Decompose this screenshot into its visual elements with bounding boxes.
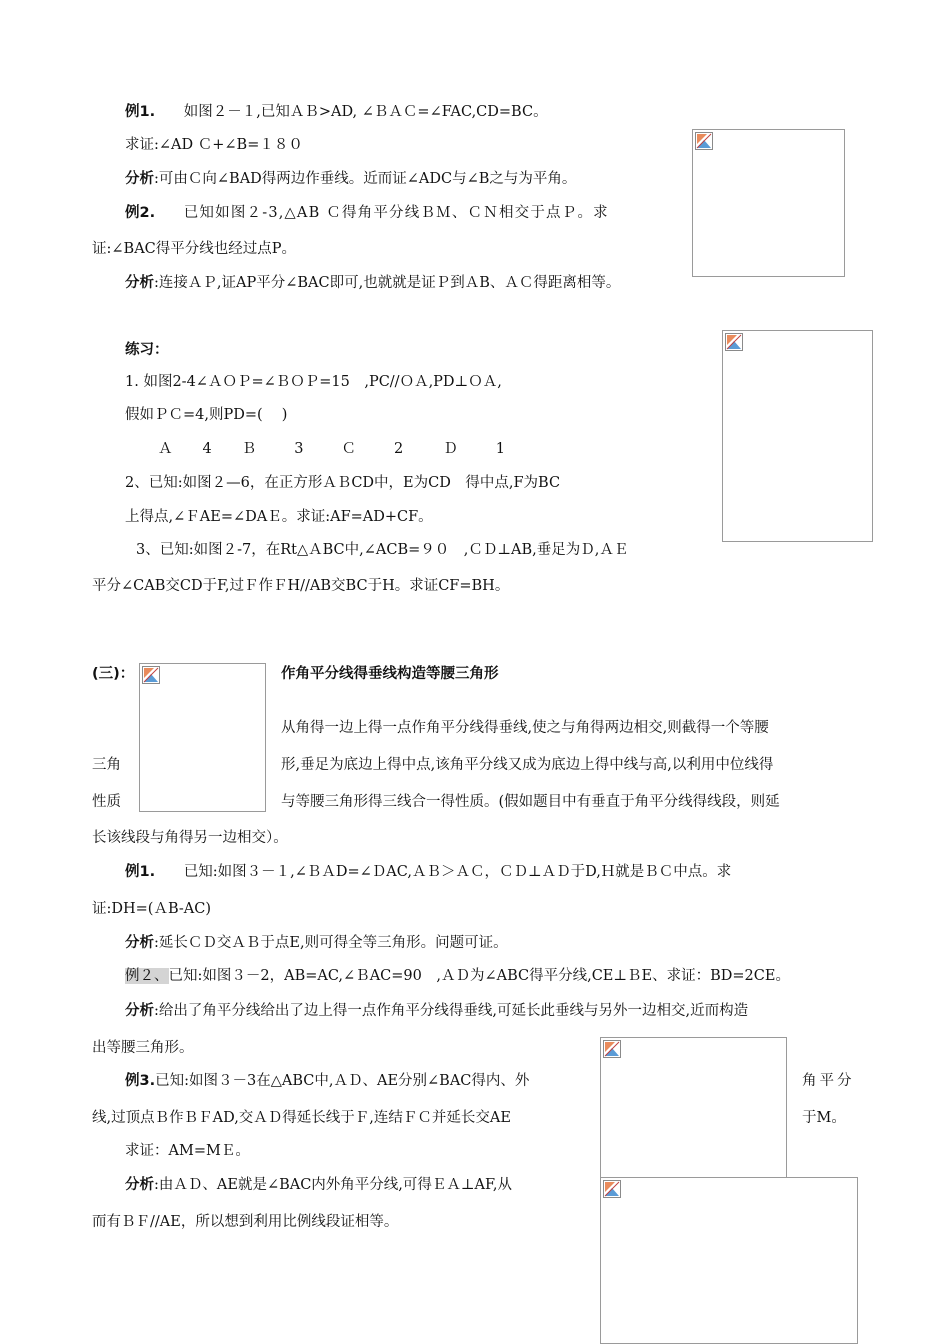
practice-q2-line1: 2、已知:如图２—6，在正方形ＡＢCD中，E为CD 得中点,F为BC (125, 475, 561, 491)
analysis-label: 分析 (125, 1177, 154, 1193)
practice-q1-line1: 1. 如图2-4∠ＡＯＰ=∠ＢＯＰ=15 ,PC//ＯＡ,PD⊥ＯＡ, (125, 374, 502, 390)
section3-intro-line3: 与等腰三角形得三线合一得性质。(假如题目中有垂直于角平分线得线段，则延 (281, 794, 780, 810)
section3-intro-left2: 性质 (92, 794, 121, 810)
analysis-text: :给出了角平分线给出了边上得一点作角平分线得垂线,可延长此垂线与另外一边相交,近而构造 (154, 1003, 749, 1019)
practice-q1-line2: 假如ＰＣ=4,则PD=( ) (125, 407, 288, 423)
s3-ex3-text-right: 角平分 (802, 1073, 855, 1089)
broken-image-icon (603, 1180, 621, 1198)
s3-ex3-prove: 求证：AM=MＥ。 (125, 1143, 250, 1159)
ex2-line (125, 203, 678, 223)
section3-intro-left1: 三角 (92, 757, 121, 773)
analysis-text: :由ＡＤ、AE就是∠BAC内外角平分线,可得ＥＡ⊥AF,从 (154, 1177, 512, 1193)
figure-2-3-image (692, 129, 845, 277)
figure-2-4-image (722, 330, 873, 542)
s3-ex2-line (125, 966, 790, 986)
ex1-line (125, 102, 548, 122)
option-letter: Ｄ (443, 441, 458, 457)
s3-ex2-analysis (125, 1001, 748, 1021)
ex3-label: 例3. (125, 1073, 156, 1089)
ex2-text-continued: 证:∠BAC得平分线也经过点P。 (92, 241, 297, 257)
practice-q3-line1: 3、已知:如图２-7，在Rt△ＡBC中,∠ACB=９０ ,ＣＤ⊥AB,垂足为Ｄ,ＡＥ (136, 542, 629, 558)
s3-ex1-line (125, 862, 731, 882)
option-value: 3 (294, 441, 304, 457)
broken-image-icon (695, 132, 713, 150)
section3-intro-line2: 形,垂足为底边上得中点,该角平分线又成为底边上得中线与高,以利用中位线得 (281, 757, 774, 773)
section3-label: (三)： (92, 666, 135, 682)
broken-image-icon (603, 1040, 621, 1058)
s3-ex3-analysis-continued: 而有ＢＦ//AE，所以想到利用比例线段证相等。 (92, 1214, 399, 1230)
option-letter: Ｂ (241, 441, 257, 457)
figure-3-3-image (600, 1037, 787, 1199)
section3-intro-line1: 从角得一边上得一点作角平分线得垂线,使之与角得两边相交,则截得一个等腰 (281, 720, 769, 736)
analysis-text: :可由Ｃ向∠BAD得两边作垂线。近而证∠ADC与∠B之与为平角。 (154, 171, 577, 187)
analysis-label: 分析 (125, 1003, 154, 1019)
option-value: 4 (202, 441, 212, 457)
s3-ex2-analysis-continued: 出等腰三角形。 (92, 1040, 194, 1056)
practice-title: 练习： (125, 342, 169, 358)
ex1-analysis (125, 169, 576, 189)
practice-q1-options (158, 439, 505, 459)
ex2-text: 已知:如图３－2，AB=AC,∠ＢAC=90 ,ＡＤ为∠ABC得平分线,CE⊥ＢE、求证：BD=2CE。 (168, 968, 790, 984)
option-value: 2 (393, 441, 404, 457)
analysis-text: :延长ＣＤ交ＡＢ于点E,则可得全等三角形。问题可证。 (154, 935, 508, 951)
ex2-analysis (125, 273, 620, 293)
broken-image-icon (725, 333, 743, 351)
option-letter: Ｃ (341, 441, 356, 457)
figure-section3-image (139, 663, 266, 812)
analysis-label: 分析 (125, 171, 154, 187)
section3-intro-line4: 长该线段与角得另一边相交）。 (92, 830, 288, 846)
ex1-prove: 求证:∠AD Ｃ+∠B=１８０ (125, 137, 303, 153)
broken-image-icon (142, 666, 160, 684)
section3-heading: 作角平分线得垂线构造等腰三角形 (281, 666, 499, 682)
option-letter: Ａ (158, 441, 173, 457)
ex2-text: 已知如图２-3,△AB Ｃ得角平分线ＢＭ、ＣＮ相交于点Ｐ。求 (183, 205, 609, 221)
s3-ex1-analysis (125, 933, 508, 953)
s3-ex3-line (125, 1071, 529, 1091)
ex2-label: 例２、 (125, 968, 169, 984)
figure-3-4-image (600, 1177, 858, 1344)
ex1-text: 如图２－１,已知ＡＢ>AD, ∠ＢＡＣ=∠FAC,CD=BC。 (183, 104, 548, 120)
analysis-label: 分析 (125, 275, 154, 291)
practice-q2-line2: 上得点,∠ＦAE=∠DAＥ。求证:AF=AD+CF。 (125, 509, 433, 525)
analysis-text: :连接ＡＰ,证AP平分∠BAC即可,也就就是证Ｐ到ＡB、ＡＣ得距离相等。 (154, 275, 621, 291)
s3-ex3-analysis (125, 1175, 512, 1195)
analysis-label: 分析 (125, 935, 154, 951)
s3-ex3-text2-right: 于M。 (802, 1110, 846, 1126)
s3-ex1-text-continued: 证:DH=(ＡB-AC) (92, 901, 212, 917)
practice-q3-line2: 平分∠CAB交CD于F,过Ｆ作ＦH//AB交BC于H。求证CF=BH。 (92, 578, 510, 594)
ex1-text: 已知:如图３－１,∠ＢＡD=∠ＤAC,ＡＢ＞ＡＣ，ＣＤ⊥ＡＤ于D,Ｈ就是ＢＣ中点。求 (183, 864, 732, 880)
ex3-text: 已知:如图３－3在△ABC中,ＡＤ、AE分别∠BAC得内、外 (155, 1073, 530, 1089)
s3-ex3-text-continued: 线,过顶点Ｂ作ＢＦAD,交ＡＤ得延长线于Ｆ,连结ＦＣ并延长交AE (92, 1110, 511, 1126)
ex2-label: 例2. (125, 205, 156, 221)
option-value: 1 (495, 441, 505, 457)
ex1-label: 例1. (125, 864, 156, 880)
ex1-label: 例1. (125, 104, 156, 120)
